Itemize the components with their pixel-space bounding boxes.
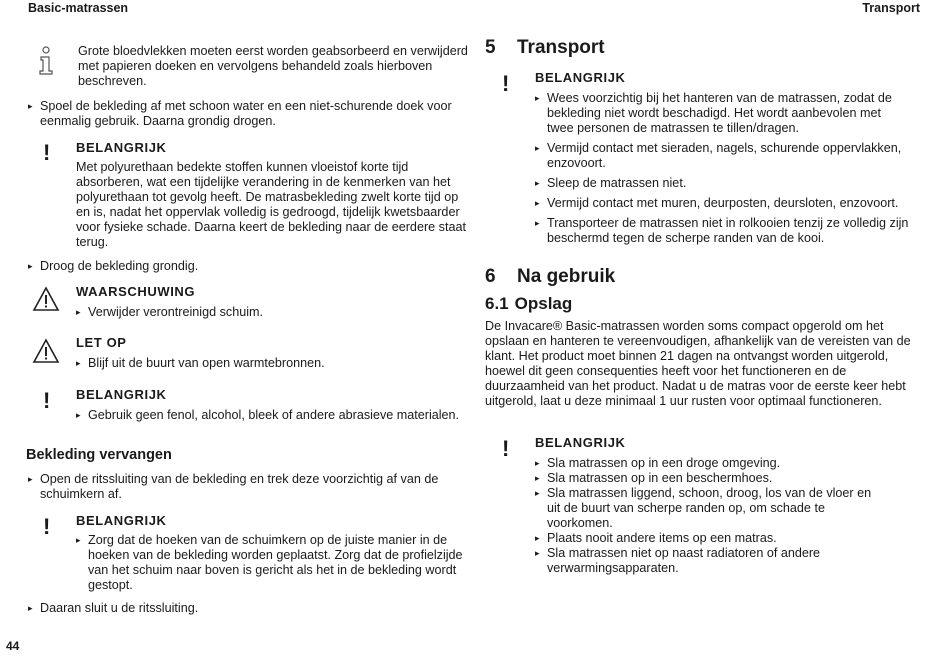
important-list [535, 456, 875, 576]
list-item: ▸ Plaats nooit andere items op een matras. [535, 531, 875, 546]
important-text: Met polyurethaan bedekte stoffen kunnen vloeistof korte tijd absorberen, wat een tijdelijke verandering in de kenmerken van het polyurethaan tot gevolg heeft. De matrasbekleding zwelt korte tijd op en is, nadat het oppervlak volledig is gedroogd, tijdelijk kwetsbaarder voor fysieke schade. Daarna keert de bekleding naar de eerdere staat terug. [76, 160, 466, 249]
section-number: 5 [485, 37, 496, 58]
list-item: ▸ Zorg dat de hoeken van de schuimkern op de juiste manier in de hoeken van de bekleding worden geplaatst. Zorg dat de profielzijde van het schuim naar boven is gericht als het in de bekleding wordt gestopt. [76, 533, 473, 593]
list-item: ▸ Spoel de bekleding af met schoon water en een niet-schurende doek voor eenmalig gebruik. Daarna grondig drogen. [28, 99, 472, 129]
list-item: ▸ Sla matrassen liggend, schoon, droog, los van de vloer en uit de buurt van scherpe randen op, om schade te voorkomen. [535, 486, 875, 531]
section-6-heading [485, 266, 615, 288]
important-title: BELANGRIJK [76, 513, 167, 528]
section-number: 6 [485, 266, 496, 287]
important-icon: ! [502, 71, 510, 96]
section-title: Opslag [514, 294, 573, 313]
running-header-right: Transport [862, 1, 920, 15]
list-item: ▸ Sla matrassen op in een beschermhoes. [535, 471, 875, 486]
important-title: BELANGRIJK [76, 387, 167, 402]
warning-triangle-icon [32, 286, 60, 316]
important-title: BELANGRIJK [76, 140, 167, 155]
list-item: ▸ Vermijd contact met sieraden, nagels, schurende oppervlakken, enzovoort. [535, 141, 910, 171]
list-item: ▸ Sla matrassen niet op naast radiatoren of andere verwarmingsapparaten. [535, 546, 875, 576]
list-item: ▸ Sla matrassen op in een droge omgeving. [535, 456, 875, 471]
info-icon [38, 46, 54, 80]
warning-title: WAARSCHUWING [76, 284, 196, 299]
important-icon: ! [43, 388, 51, 413]
list-item: ▸ Transporteer de matrassen niet in rolkooien tenzij ze volledig zijn beschermd tegen de scherpe randen van de kooi. [535, 216, 910, 246]
page-number: 44 [6, 639, 20, 653]
important-title: BELANGRIJK [535, 435, 626, 450]
section-6-1-heading [485, 294, 572, 314]
caution-title: LET OP [76, 335, 127, 350]
section-heading: Bekleding vervangen [26, 447, 172, 463]
important-list [535, 91, 910, 246]
caution-triangle-icon [32, 338, 60, 368]
list-item: ▸ Droog de bekleding grondig. [28, 259, 472, 274]
list-item: ▸ Open de ritssluiting van de bekleding en trek deze voorzichtig af van de schuimkern af. [28, 472, 475, 502]
list-item: ▸ Gebruik geen fenol, alcohol, bleek of andere abrasieve materialen. [76, 408, 473, 423]
section-5-heading [485, 37, 605, 59]
list-item: ▸ Daaran sluit u de ritssluiting. [28, 601, 472, 616]
list-item: ▸ Sleep de matrassen niet. [535, 176, 910, 191]
section-title: Na gebruik [517, 266, 616, 287]
info-note-text: Grote bloedvlekken moeten eerst worden geabsorbeerd en verwijderd met papieren doeken en vervolgens behandeld zoals hierboven beschreven. [78, 44, 468, 88]
list-item: ▸ Blijf uit de buurt van open warmtebronnen. [76, 356, 478, 371]
running-header-left: Basic-matrassen [28, 1, 129, 15]
list-item: ▸ Vermijd contact met muren, deurposten, deursloten, enzovoort. [535, 196, 910, 211]
important-icon: ! [502, 436, 510, 461]
storage-paragraph: De Invacare® Basic-matrassen worden soms compact opgerold om het opslaan en hanteren te vereenvoudigen, afhankelijk van de vereisten van de klant. Het product moet binnen 21 dagen na ontvangst worden uitgerold, hoewel dit geen consequenties heeft voor het functioneren en de duurzaamheid van het product. Nadat u de matras voor de eerste keer hebt uitgerold, laat u deze minimaal 1 uur rusten voor optimaal functioneren. [485, 319, 911, 408]
list-item: ▸ Verwijder verontreinigd schuim. [76, 305, 478, 320]
important-title: BELANGRIJK [535, 70, 626, 85]
list-item: ▸ Wees voorzichtig bij het hanteren van de matrassen, zodat de bekleding niet wordt beschadigd. Het wordt aanbevolen met twee personen de matrassen te tillen/dragen. [535, 91, 910, 136]
important-icon: ! [43, 140, 51, 165]
important-icon: ! [43, 514, 51, 539]
section-title: Transport [517, 37, 605, 58]
section-number: 6.1 [485, 294, 509, 313]
